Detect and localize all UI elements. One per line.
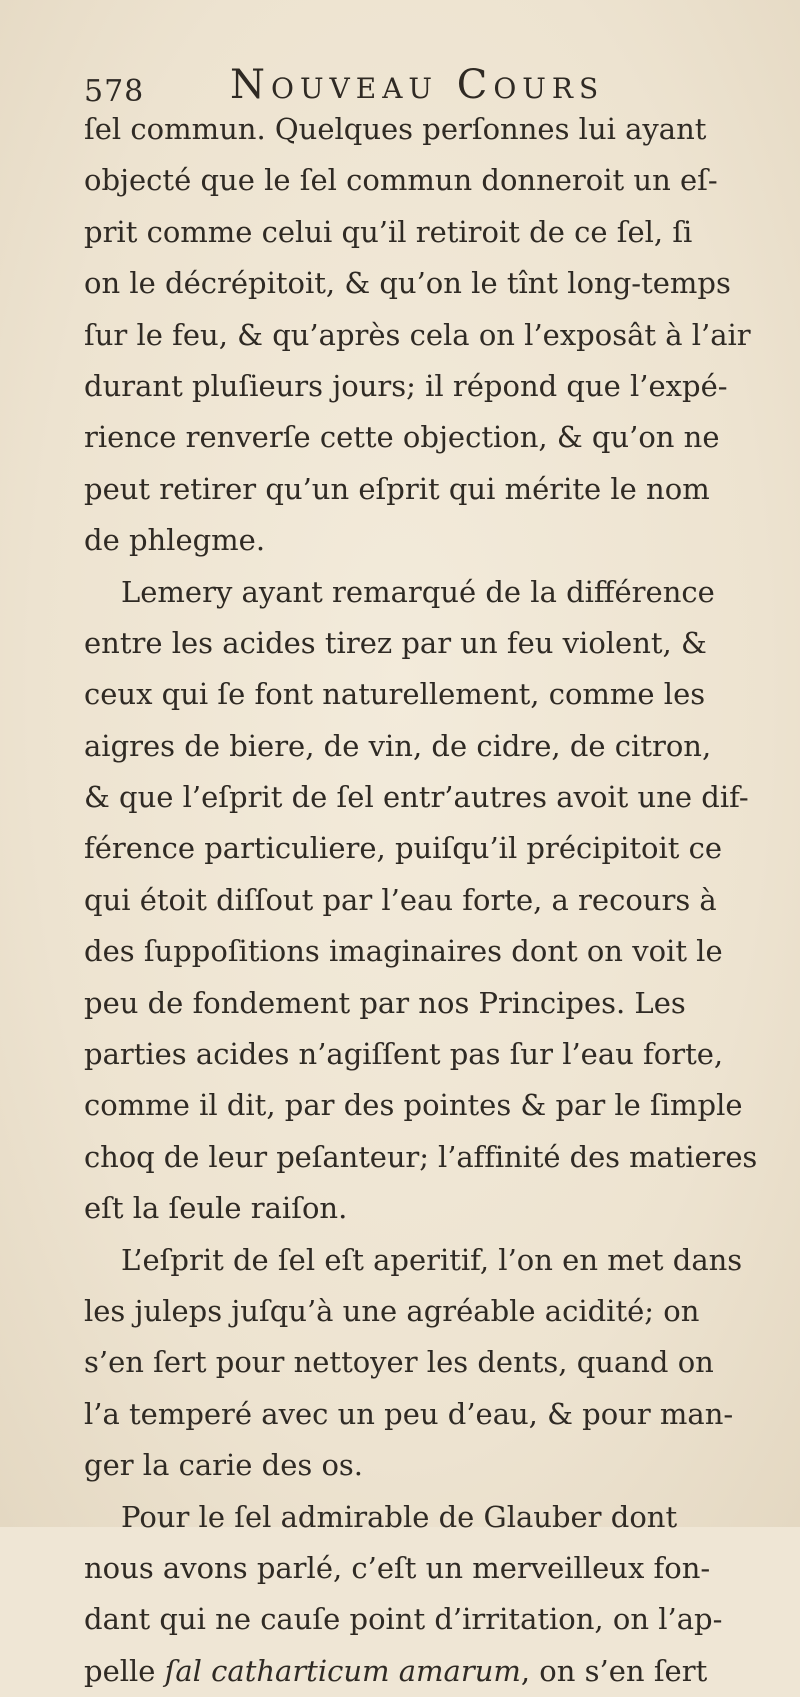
- text-line: aigres de biere, de vin, de cidre, de citron,: [84, 728, 712, 763]
- text-line: choq de leur peſanteur; l’affinité des matieres: [84, 1139, 758, 1174]
- text-line: Lemery ayant remarqué de la différence: [121, 574, 715, 609]
- text-line: s’en ſert pour nettoyer les dents, quand on: [84, 1345, 714, 1380]
- page-number: 578: [84, 74, 145, 109]
- text-line: durant pluſieurs jours; il répond que l’expé-: [84, 368, 728, 403]
- text-line: parties acides n’agiſſent pas ſur l’eau forte,: [84, 1037, 724, 1072]
- latin-term: ſal catharticum amarum: [164, 1653, 521, 1688]
- text-line: les juleps juſqu’à une agréable acidité; on: [84, 1293, 700, 1328]
- text-line: eſt la ſeule raiſon.: [84, 1191, 348, 1226]
- text-line: peu de fondement par nos Principes. Les: [84, 985, 686, 1020]
- text-line: l’a temperé avec un peu d’eau, & pour man-: [84, 1396, 734, 1431]
- text-line: ger la carie des os.: [84, 1448, 364, 1483]
- text-line: comme il dit, par des pointes & par le ſimple: [84, 1088, 743, 1123]
- text-line: ſel commun. Quelques perſonnes lui ayant: [84, 112, 707, 146]
- text-segment: pelle: [84, 1653, 165, 1688]
- body-text: [84, 104, 756, 1697]
- text-line: des ſuppoſitions imaginaires dont on voit le: [84, 934, 723, 969]
- text-line: Pour le ſel admirable de Glauber dont: [121, 1499, 678, 1534]
- text-line: ſur le feu, & qu’après cela on l’exposât à l’air: [84, 317, 751, 352]
- text-line: objecté que le ſel commun donneroit un eſ-: [84, 163, 718, 198]
- text-segment: , on s’en ſert: [520, 1653, 708, 1688]
- running-title: Nouveau Cours: [230, 62, 605, 108]
- text-line: rience renverſe cette objection, & qu’on ne: [84, 420, 720, 455]
- text-line: dant qui ne cauſe point d’irritation, on l’ap-: [84, 1602, 723, 1637]
- text-line: [84, 1646, 756, 1697]
- text-line: ceux qui ſe font naturellement, comme les: [84, 677, 706, 712]
- text-line: & que l’eſprit de ſel entr’autres avoit une dif-: [84, 780, 749, 815]
- text-line: peut retirer qu’un eſprit qui mérite le nom: [84, 471, 710, 506]
- text-line: de phlegme.: [84, 523, 266, 558]
- text-line: prit comme celui qu’il retiroit de ce ſel, ſi: [84, 214, 693, 249]
- page-header: [84, 62, 684, 110]
- text-line: nous avons parlé, c’eſt un merveilleux fon-: [84, 1550, 711, 1585]
- text-line: férence particuliere, puiſqu’il précipitoit ce: [84, 831, 723, 866]
- text-line: entre les acides tirez par un feu violent, &: [84, 625, 707, 660]
- text-line: on le décrépitoit, & qu’on le tînt long-temps: [84, 266, 731, 301]
- text-line: qui étoit diſſout par l’eau forte, a recours à: [84, 882, 717, 917]
- text-line: L’eſprit de ſel eſt aperitif, l’on en met dans: [121, 1242, 743, 1277]
